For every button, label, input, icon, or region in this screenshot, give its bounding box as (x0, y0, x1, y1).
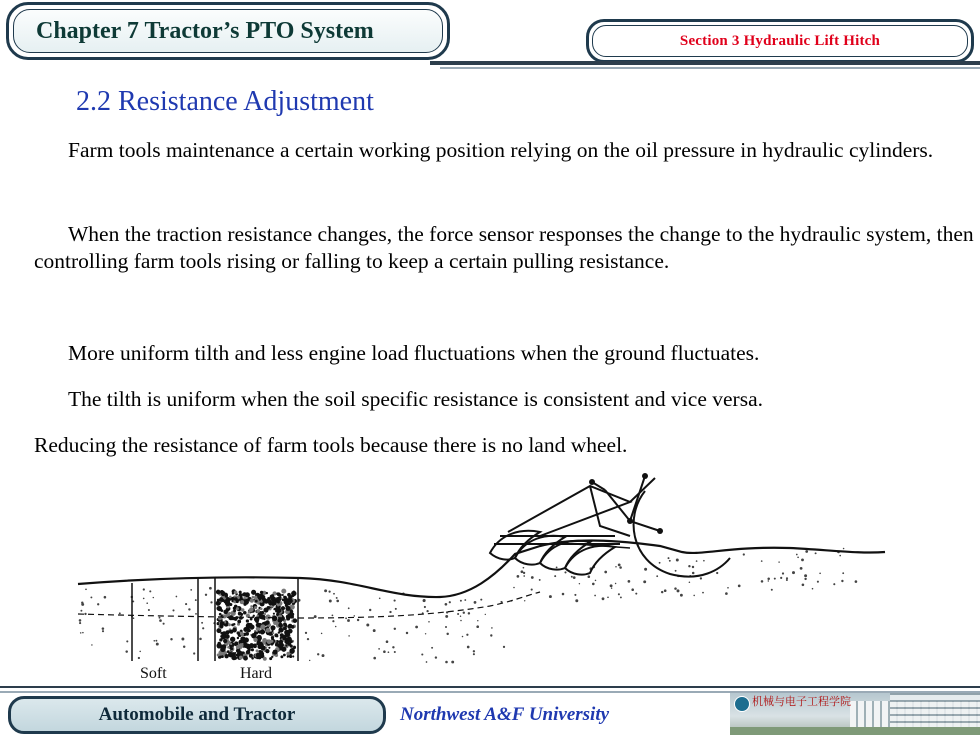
course-label: Automobile and Tractor (8, 696, 386, 734)
hard-soil-block (216, 589, 297, 661)
plough-soil-diagram (70, 466, 890, 684)
university-name: Northwest A&F University (400, 704, 610, 725)
plough-mouldboards (490, 531, 620, 575)
section-tab (586, 19, 974, 63)
paragraph-2: When the traction resistance changes, the force sensor responses the change to the hydraulic system, then controlling farm tools rising or falling to keep a certain pulling resistance. (34, 222, 974, 273)
building-photo-ground (730, 727, 980, 735)
header-divider-thin (440, 67, 980, 69)
college-logo-image (730, 693, 980, 735)
section-title: Section 3 Hydraulic Lift Hitch (592, 25, 968, 57)
soil-texture (79, 548, 857, 664)
paragraph-1: Farm tools maintenance a certain working position relying on the oil pressure in hydraulic cylinders. (68, 138, 934, 162)
paragraph-5: Reducing the resistance of farm tools because there is no land wheel. (34, 433, 628, 457)
header-divider (430, 61, 980, 65)
furrow-bottom-line (78, 592, 540, 618)
chapter-title: Chapter 7 Tractor’s PTO System (13, 9, 443, 53)
hard-label: Hard (240, 665, 272, 682)
paragraph-4: The tilth is uniform when the soil specific resistance is consistent and vice versa. (68, 387, 763, 411)
ground-surface-line (78, 541, 885, 598)
slide-title: 2.2 Resistance Adjustment (76, 86, 374, 117)
footer-divider (0, 686, 980, 688)
plough-soil-figure (70, 466, 890, 684)
soft-label: Soft (140, 665, 167, 682)
college-emblem-icon (734, 696, 750, 712)
college-logo-text: 机械与电子工程学院 (752, 695, 851, 708)
coulter-disc (634, 491, 730, 577)
paragraph-3: More uniform tilth and less engine load fluctuations when the ground fluctuates. (68, 341, 760, 365)
chapter-tab (6, 2, 450, 60)
